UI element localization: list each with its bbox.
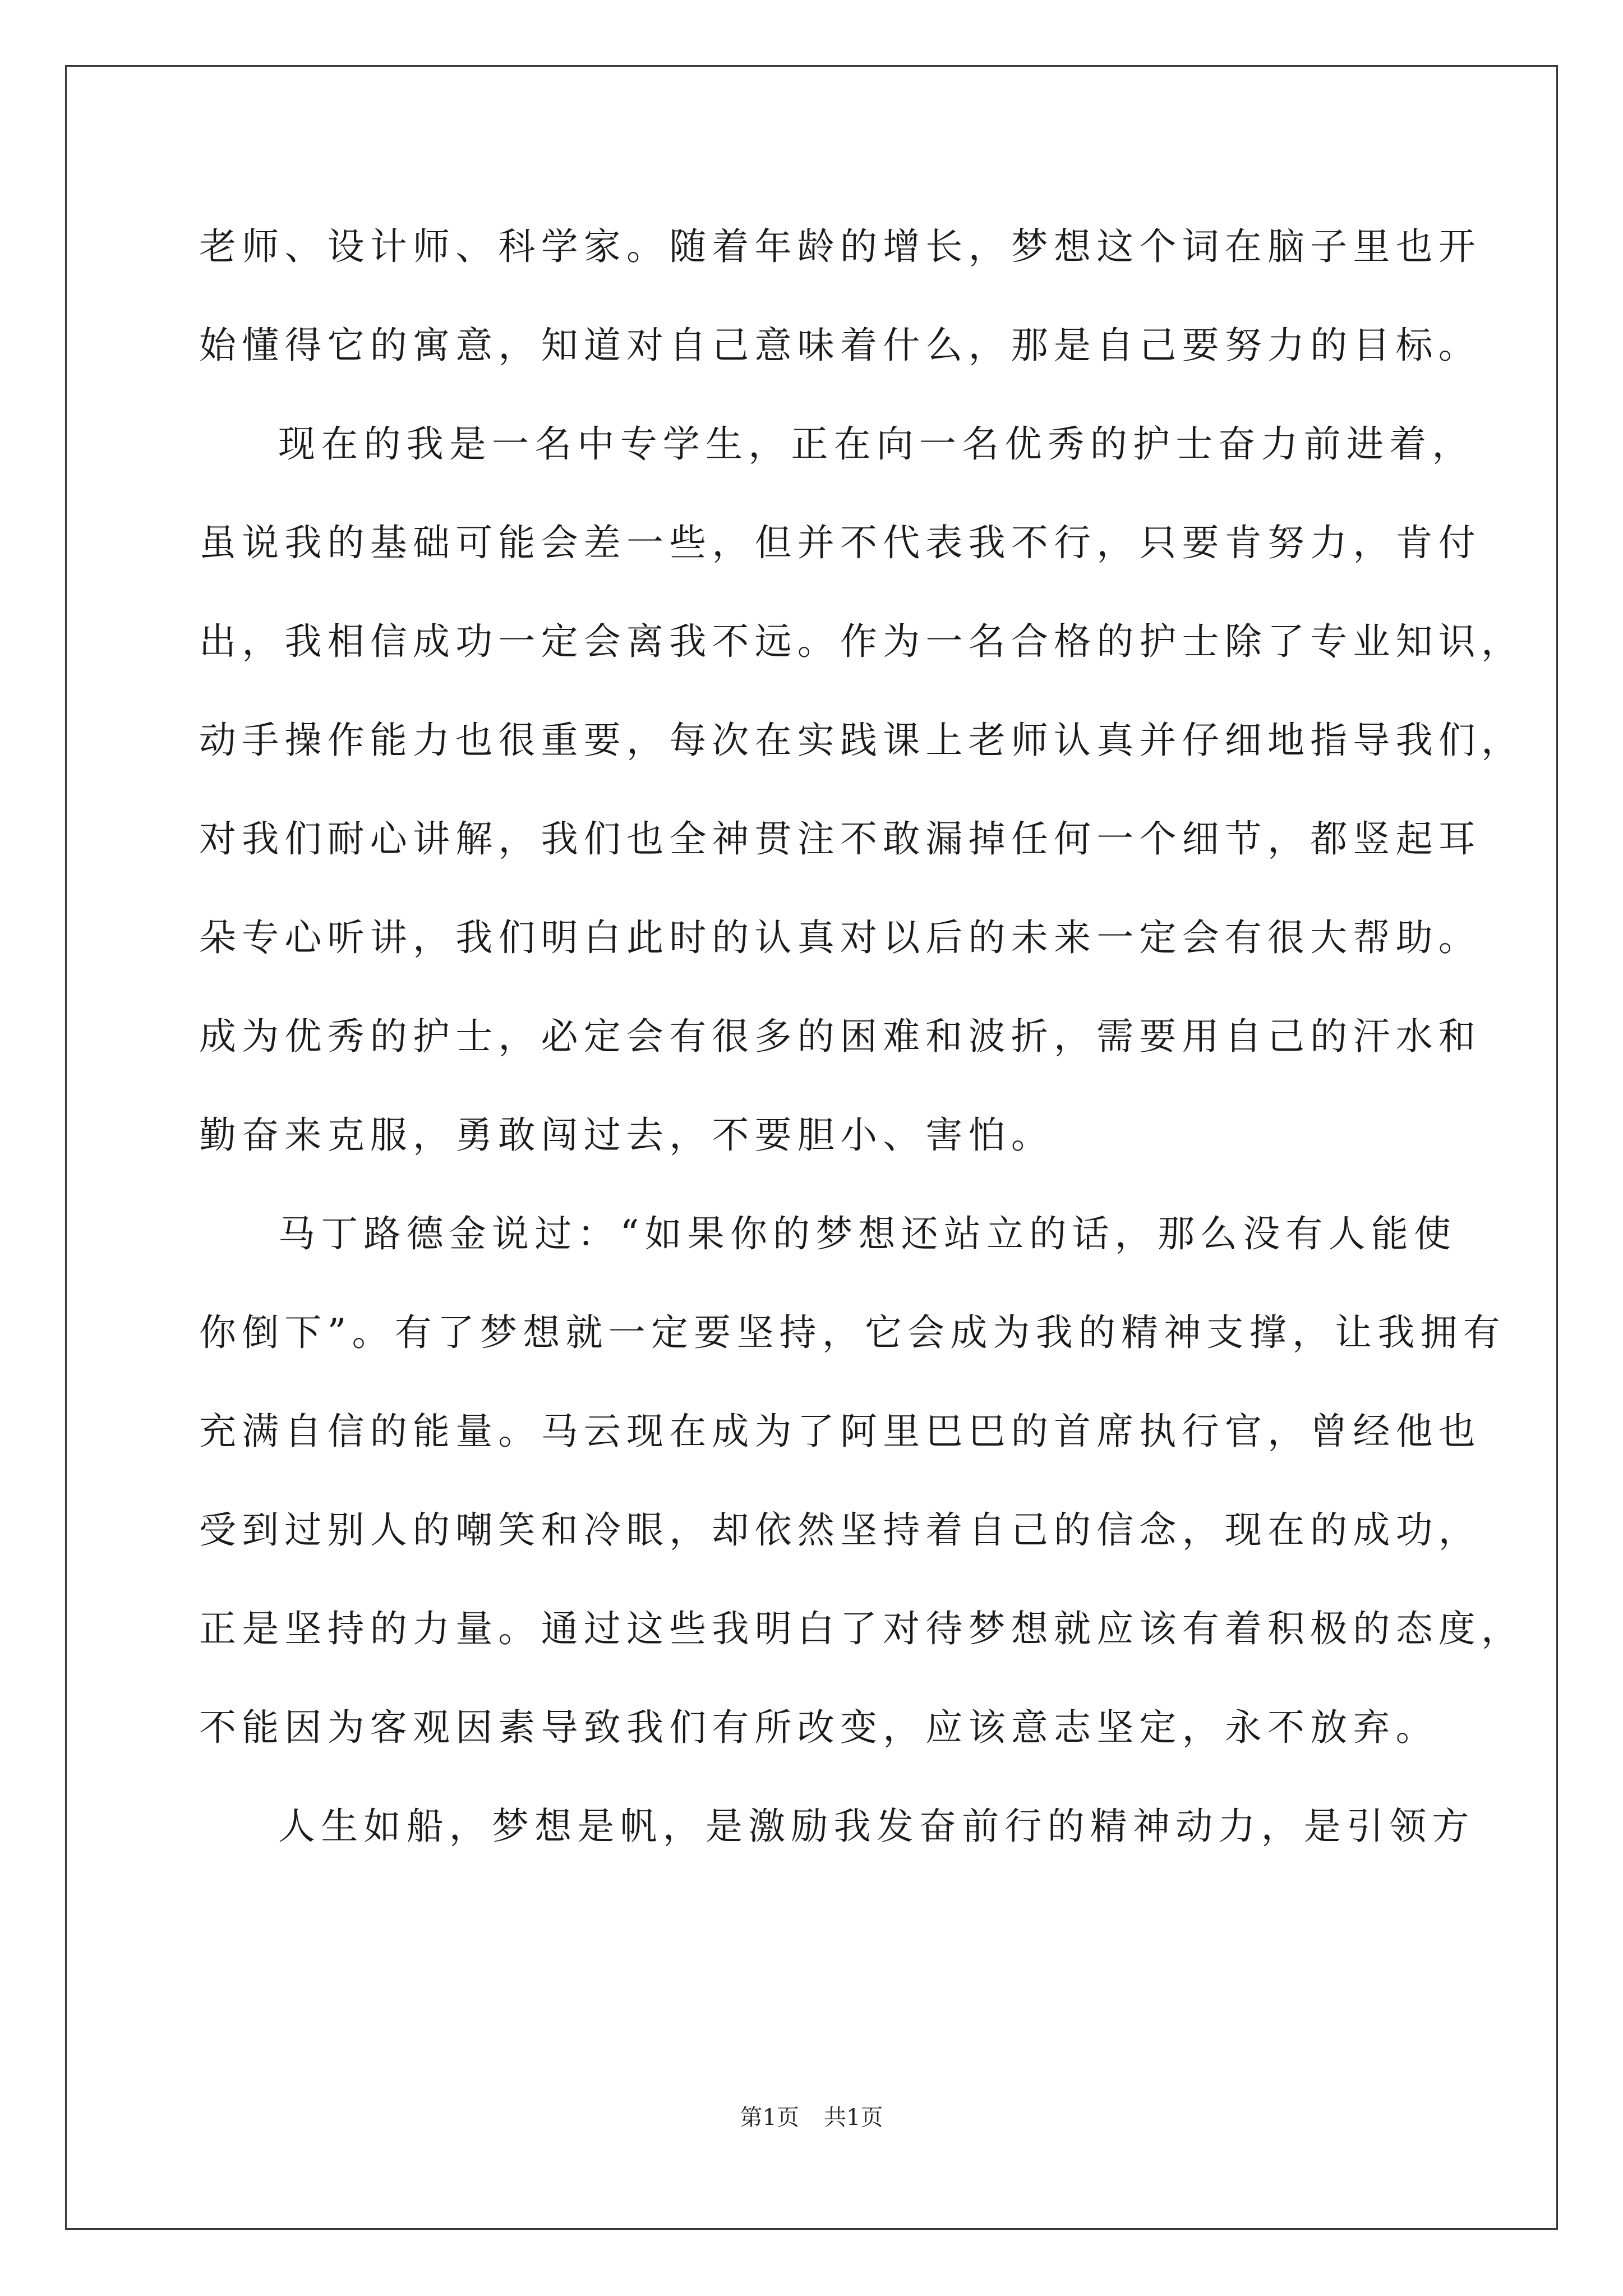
text-line: 勤奋来克服，勇敢闯过去，不要胆小、害怕。 — [199, 1114, 1054, 1157]
text-line: 老师、设计师、科学家。随着年龄的增长，梦想这个词在脑子里也开 — [199, 225, 1481, 268]
paragraph-start-line: 现在的我是一名中专学生，正在向一名优秀的护士奋力前进着， — [278, 422, 1475, 466]
text-line: 朵专心听讲，我们明白此时的认真对以后的未来一定会有很大帮助。 — [199, 916, 1481, 959]
text-line: 正是坚持的力量。通过这些我明白了对待梦想就应该有着积极的态度， — [199, 1607, 1524, 1650]
paragraph-start-line: 人生如船，梦想是帆，是激励我发奋前行的精神动力，是引领方 — [278, 1805, 1475, 1848]
text-line: 不能因为客观因素导致我们有所改变，应该意志坚定，永不放弃。 — [199, 1706, 1438, 1749]
text-line: 充满自信的能量。马云现在成为了阿里巴巴的首席执行官，曾经他也 — [199, 1410, 1481, 1453]
text-line: 受到过别人的嘲笑和冷眼，却依然坚持着自己的信念，现在的成功， — [199, 1508, 1481, 1552]
page-number: 第1页 — [740, 2105, 799, 2131]
text-line: 虽说我的基础可能会差一些，但并不代表我不行，只要肯努力，肯付 — [199, 521, 1481, 564]
text-line: 动手操作能力也很重要，每次在实践课上老师认真并仔细地指导我们， — [199, 719, 1524, 762]
text-line: 成为优秀的护士，必定会有很多的困难和波折，需要用自己的汗水和 — [199, 1015, 1481, 1058]
text-line: 你倒下”。有了梦想就一定要坚持，它会成为我的精神支撑，让我拥有 — [199, 1311, 1506, 1354]
text-line: 始懂得它的寓意，知道对自己意味着什么，那是自己要努力的目标。 — [199, 324, 1481, 367]
page-footer — [0, 2101, 1623, 2134]
paragraph-start-line: 马丁路德金说过：“如果你的梦想还站立的话，那么没有人能使 — [278, 1212, 1457, 1255]
page-total: 共1页 — [824, 2105, 883, 2131]
text-line: 对我们耐心讲解，我们也全神贯注不敢漏掉任何一个细节，都竖起耳 — [199, 817, 1481, 861]
text-line: 出，我相信成功一定会离我不远。作为一名合格的护士除了专业知识， — [199, 620, 1524, 663]
